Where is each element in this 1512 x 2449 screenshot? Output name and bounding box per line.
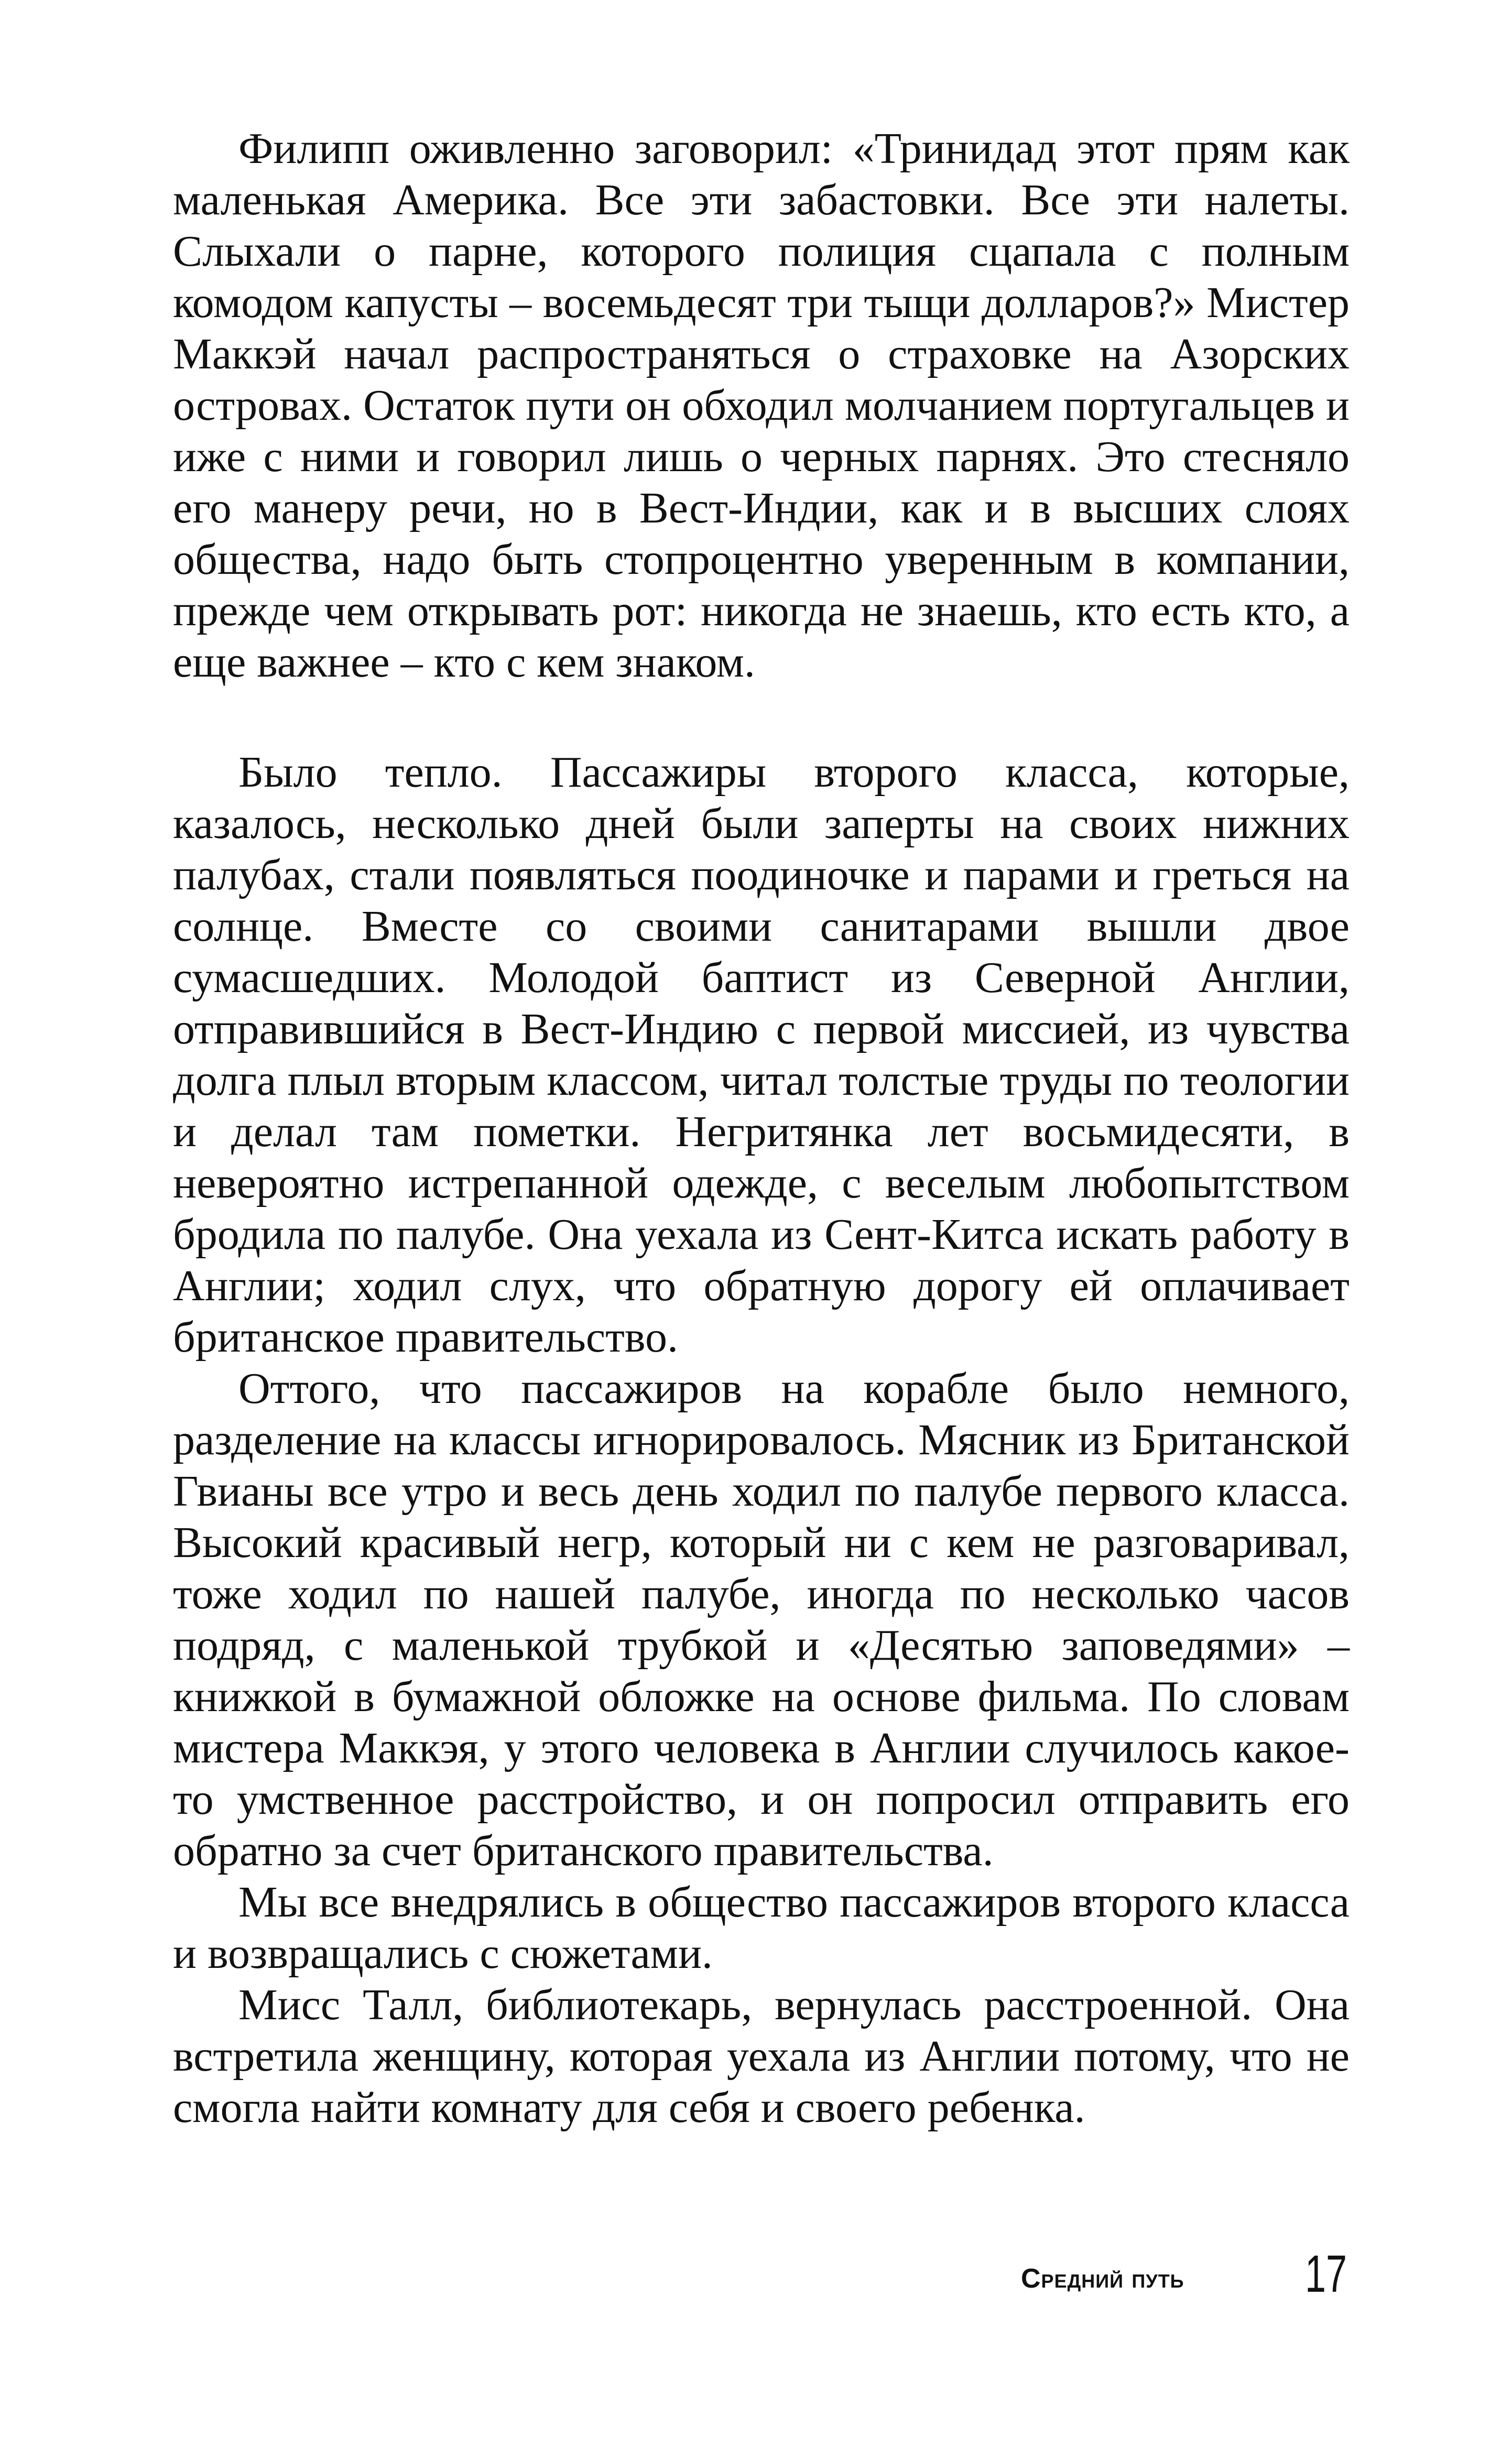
text-block-lower: [173, 747, 1350, 2134]
paragraph: Мы все внедрялись в общество пассажиров второго класса и возвращались с сюжетами.: [173, 1878, 1350, 1978]
paragraph: Филипп оживленно заговорил: «Тринидад этот прям как маленькая Америка. Все эти забастовки. Все эти налеты. Слыхали о парне, которого полиция сцапала с полным комодом капусты – восемьдесят три тыщи долларов?» Мистер Маккэй начал распространяться о страховке на Азорских островах. Остаток пути он обходил молчанием португальцев и иже с ними и говорил лишь о черных парнях. Это стесняло его манеру речи, но в Вест-Индии, как и в высших слоях общества, надо быть стопроцентно уверенным в компании, прежде чем открывать рот: никогда не знаешь, кто есть кто, а еще важнее – кто с кем знаком.: [173, 124, 1350, 687]
paragraph: Было тепло. Пассажиры второго класса, которые, казалось, несколько дней были заперты на своих нижних палубах, стали появляться поодиночке и парами и греться на солнце. Вместе со своими санитарами вышли двое сумасшедших. Молодой баптист из Северной Англии, отправившийся в Вест-Индию с первой миссией, из чувства долга плыл вторым классом, читал толстые труды по теологии и делал там пометки. Негритянка лет восьмидесяти, в невероятно истрепанной одежде, с веселым любопытством бродила по палубе. Она уехала из Сент-Китса искать работу в Англии; ходил слух, что обратную дорогу ей оплачивает британское правительство.: [173, 748, 1350, 1362]
text-block-upper: [173, 123, 1350, 688]
running-title: Средний путь: [1021, 2263, 1184, 2294]
page-number: 17: [1305, 2245, 1347, 2303]
paragraph: Мисс Талл, библиотекарь, вернулась расстроенной. Она встретила женщину, которая уехала из Англии потому, что не смогла найти комнату для себя и своего ребенка.: [173, 1980, 1350, 2132]
paragraph: Оттого, что пассажиров на корабле было немного, разделение на классы игнорировалось. Мясник из Британской Гвианы все утро и весь день ходил по палубе первого класса. Высокий красивый негр, который ни с кем не разговаривал, тоже ходил по нашей палубе, иногда по несколько часов подряд, с маленькой трубкой и «Десятью заповедями» – книжкой в бумажной обложке на основе фильма. По словам мистера Маккэя, у этого человека в Англии случилось какое-то умственное расстройство, и он попросил отправить его обратно за счет британского правительства.: [173, 1364, 1350, 1875]
